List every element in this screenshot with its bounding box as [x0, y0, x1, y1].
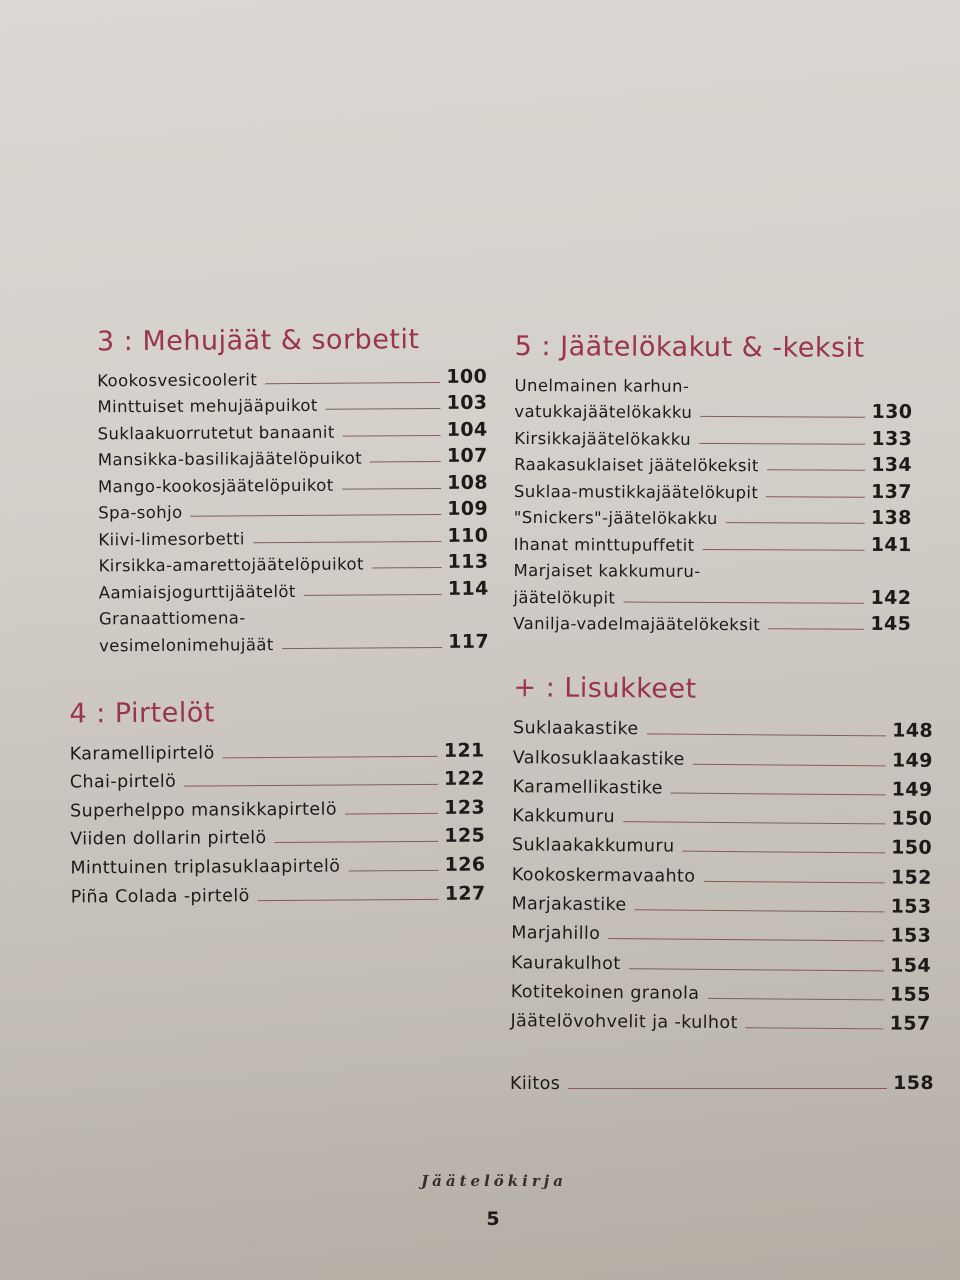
entry-page-number: 149	[891, 778, 933, 801]
entry-page-number: 153	[890, 924, 932, 948]
leader-line	[703, 548, 865, 550]
toc-entry	[70, 761, 485, 792]
entry-title: Mango-kookosjäätelöpuikot	[97, 475, 334, 496]
toc-entry	[512, 826, 932, 859]
entry-title: Granaattiomena-	[98, 608, 246, 629]
entry-page-number: 130	[871, 400, 913, 424]
section-heading: 5 : Jäätelökakut & -keksit	[514, 330, 865, 364]
entry-title: Chai-pirtelö	[69, 771, 177, 793]
entry-page-number: 104	[446, 418, 488, 441]
section-heading: 4 : Pirtelöt	[69, 697, 216, 730]
leader-line	[370, 461, 441, 462]
leader-line	[372, 567, 442, 568]
leader-line	[275, 841, 439, 843]
toc-entry	[513, 580, 911, 609]
toc-entry	[514, 474, 912, 503]
entry-page-number: 109	[447, 497, 489, 520]
entry-page-number: 155	[889, 983, 931, 1006]
entry-title: Spa-sohjo	[98, 502, 183, 523]
toc-entry	[97, 414, 487, 443]
entry-page-number: 127	[444, 882, 486, 905]
entry-page-number: 123	[444, 796, 486, 819]
section-lisukkeet	[510, 672, 933, 1035]
leader-line	[223, 755, 438, 758]
entry-title: Suklaa-mustikkajäätelökupit	[513, 481, 759, 502]
entry-page-number: 125	[444, 824, 486, 848]
leader-line	[671, 792, 886, 795]
entry-title: Marjaiset kakkumuru-	[513, 560, 701, 581]
entry-page-number: 114	[447, 577, 489, 600]
toc-entry	[514, 368, 912, 397]
entry-page-number: 117	[448, 630, 490, 653]
entry-page-number: 141	[870, 533, 912, 556]
toc-entry	[511, 944, 931, 977]
entry-title: Viiden dollarin pirtelö	[70, 828, 267, 850]
entry-page-number: 145	[870, 612, 912, 636]
entry-title: Vanilja-vadelmajäätelökeksit	[513, 613, 761, 635]
section-pirtelot	[69, 696, 485, 907]
leader-line	[766, 496, 865, 498]
toc-entry	[70, 818, 485, 849]
leader-line	[623, 601, 864, 603]
entry-page-number: 138	[870, 506, 912, 530]
leader-line	[767, 469, 865, 471]
entry-page-number: 126	[444, 853, 486, 876]
toc-entry	[71, 876, 486, 907]
entry-page-number: 133	[871, 427, 913, 450]
toc-entry	[98, 546, 488, 575]
book-title: Jäätelökirja	[421, 1172, 567, 1190]
toc-entry	[70, 733, 485, 764]
entry-page-number: 100	[446, 365, 488, 388]
toc-entry	[514, 527, 912, 556]
toc-entry	[70, 847, 485, 878]
entry-page-number: 110	[447, 524, 489, 547]
toc-entry	[99, 573, 489, 602]
page-number: 5	[486, 1208, 500, 1230]
entry-page-number: 137	[871, 480, 913, 503]
entry-title: Kookoskermavaahto	[511, 864, 696, 887]
entry-page-number: 121	[443, 739, 485, 762]
entry-page-number: 158	[893, 1072, 934, 1094]
entry-title: Kotitekoinen granola	[510, 982, 700, 1004]
entry-title: Marjahillo	[511, 923, 601, 945]
section-kiitos	[510, 1064, 934, 1094]
toc-entry	[98, 520, 488, 549]
leader-line	[265, 381, 440, 383]
leader-line	[304, 593, 442, 595]
section-jaatelokakut	[513, 331, 913, 635]
leader-line	[184, 784, 438, 787]
entry-title: Karamellikastike	[512, 777, 663, 799]
toc-entry	[97, 361, 487, 390]
entry-title: "Snickers"-jäätelökakku	[513, 507, 718, 529]
toc-entry	[514, 500, 912, 529]
leader-line	[635, 909, 885, 912]
entry-title: Mansikka-basilikajäätelöpuikot	[97, 448, 363, 470]
leader-line	[345, 813, 438, 815]
entry-title: Suklaakakkumuru	[511, 835, 675, 858]
section-heading: 3 : Mehujäät & sorbetit	[96, 324, 420, 358]
toc-entry	[514, 421, 912, 450]
toc-entry	[510, 1064, 934, 1094]
leader-line	[682, 851, 885, 854]
entry-page-number: 148	[892, 719, 934, 743]
leader-line	[348, 870, 438, 872]
leader-line	[342, 487, 442, 489]
entry-title: Jäätelövohvelit ja -kulhot	[510, 1011, 738, 1034]
toc-entry	[512, 797, 932, 830]
section-heading: + : Lisukkeet	[513, 672, 697, 705]
toc-entry	[98, 493, 488, 522]
entry-page-number: 142	[870, 586, 912, 609]
entry-page-number: 154	[890, 954, 932, 977]
entry-title: Kaurakulhot	[510, 952, 621, 974]
leader-line	[746, 1027, 884, 1029]
leader-line	[707, 998, 883, 1001]
entry-title: Minttuiset mehujääpuikot	[97, 395, 318, 417]
entry-title: vesimelonimehujäät	[99, 634, 274, 655]
leader-line	[326, 408, 441, 410]
entry-page-number: 150	[891, 807, 933, 831]
leader-line	[726, 522, 865, 524]
entry-page-number: 157	[889, 1012, 931, 1036]
entry-page-number: 150	[891, 836, 933, 860]
toc-entry	[97, 387, 487, 416]
toc-entry	[99, 599, 489, 628]
entry-title: Marjakastike	[511, 894, 627, 916]
section-mehujaat	[97, 324, 489, 655]
entry-title: Kirsikkajäätelökakku	[514, 428, 692, 449]
leader-line	[693, 763, 886, 766]
entry-title: vatukkajäätelökakku	[514, 401, 693, 422]
toc-entry	[513, 606, 911, 635]
leader-line	[191, 514, 442, 517]
entry-title: jäätelökupit	[513, 587, 616, 607]
leader-line	[343, 434, 441, 436]
toc-entry	[511, 885, 931, 918]
entry-page-number: 149	[891, 749, 933, 772]
toc-entry	[510, 1002, 930, 1035]
entry-page-number: 103	[446, 391, 488, 414]
leader-line	[768, 628, 864, 630]
entry-title: Kiitos	[510, 1074, 561, 1094]
entry-title: Piña Colada -pirtelö	[70, 885, 250, 908]
entry-title: Ihanat minttupuffetit	[513, 534, 695, 555]
toc-entry	[98, 440, 488, 469]
entry-title: Kookosvesicoolerit	[97, 369, 258, 390]
entry-title: Raakasuklaiset jäätelökeksit	[514, 454, 759, 476]
leader-line	[623, 821, 885, 824]
entry-page-number: 153	[890, 895, 932, 918]
toc-entry	[511, 973, 931, 1006]
entry-page-number: 113	[447, 550, 489, 573]
entry-title: Kiivi-limesorbetti	[98, 528, 245, 549]
entry-title: Superhelppo mansikkapirtelö	[69, 799, 337, 822]
entry-page-number: 108	[447, 471, 489, 494]
leader-line	[608, 938, 884, 941]
entry-page-number: 107	[446, 444, 488, 467]
leader-line	[703, 881, 885, 884]
leader-line	[253, 540, 442, 542]
leader-line	[282, 646, 442, 648]
entry-title: Suklaakuorrutetut banaanit	[97, 422, 335, 443]
entry-page-number: 134	[871, 453, 913, 477]
toc-entry	[514, 394, 912, 423]
toc-entry	[513, 738, 933, 771]
toc-entry	[512, 768, 932, 801]
entry-title: Minttuinen triplasuklaapirtelö	[70, 856, 341, 879]
entry-title: Kirsikka-amarettojäätelöpuikot	[98, 554, 364, 576]
leader-line	[700, 416, 865, 418]
leader-line	[629, 968, 885, 971]
leader-line	[647, 734, 887, 737]
toc-entry	[99, 626, 489, 655]
leader-line	[258, 898, 439, 900]
toc-entry	[512, 856, 932, 889]
toc-entry	[513, 709, 933, 742]
entry-title: Karamellipirtelö	[69, 743, 215, 765]
entry-title: Kakkumuru	[512, 806, 616, 828]
toc-entry	[513, 553, 911, 582]
entry-page-number: 152	[890, 866, 932, 889]
entry-page-number: 122	[443, 767, 485, 791]
toc-entry	[514, 447, 912, 476]
leader-line	[699, 442, 865, 444]
entry-title: Unelmainen karhun-	[514, 375, 690, 396]
toc-entry	[98, 467, 488, 496]
entry-title: Valkosuklaakastike	[512, 747, 685, 770]
entry-title: Suklaakastike	[512, 718, 639, 740]
toc-entry	[511, 914, 931, 947]
entry-title: Aamiaisjogurttijäätelöt	[98, 581, 296, 602]
toc-entry	[70, 790, 485, 821]
leader-line	[568, 1088, 887, 1089]
